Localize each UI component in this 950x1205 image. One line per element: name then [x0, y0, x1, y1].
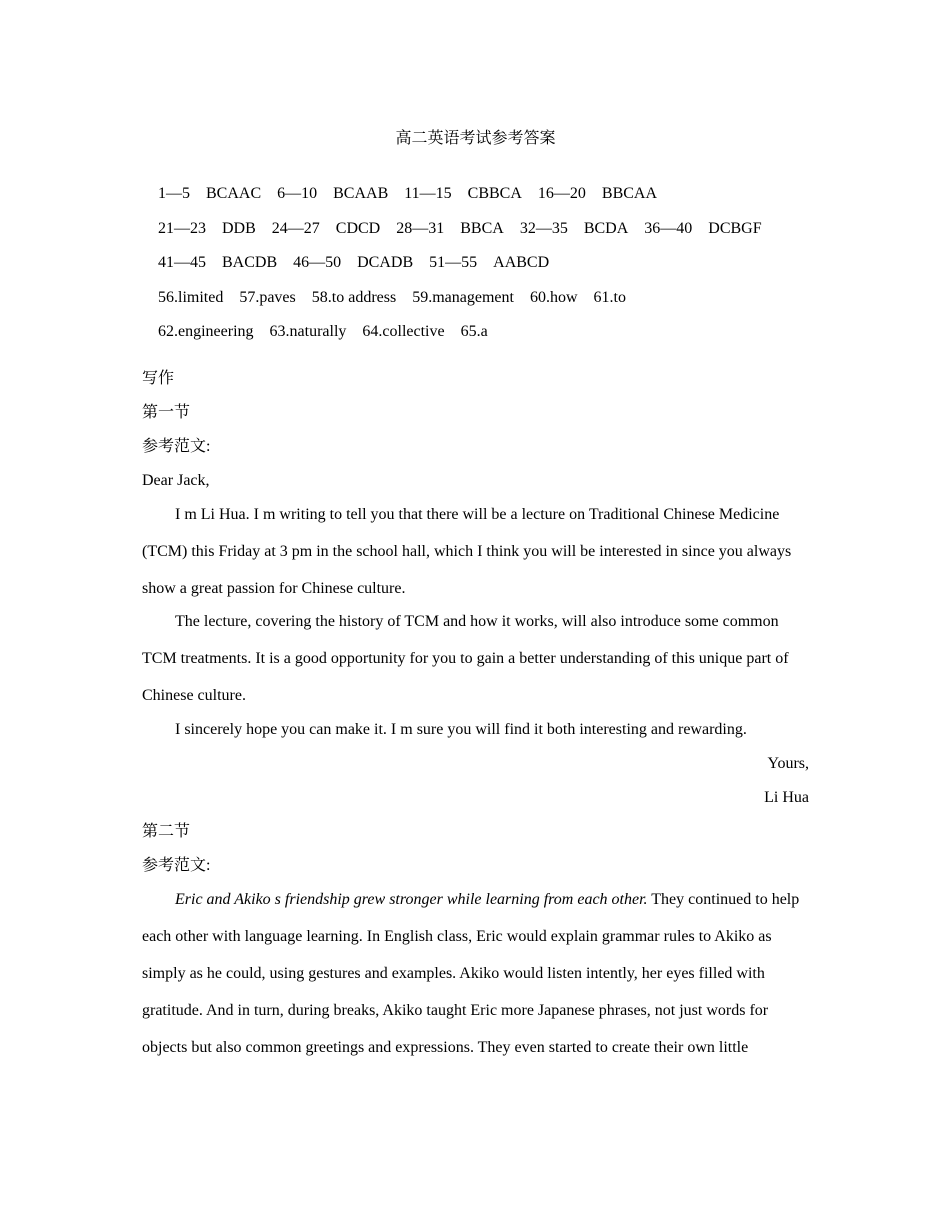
letter-paragraph-3: I sincerely hope you can make it. I m sure you will find it both interesting and rewarding. — [175, 721, 747, 738]
answer-key: 36—40 — [644, 220, 693, 237]
answer-key: AABCD — [493, 254, 550, 271]
answer-key: 61.to — [593, 289, 626, 306]
answer-key: 56.limited — [158, 289, 224, 306]
answer-key: 58.to address — [311, 289, 397, 306]
answer-key: 62.engineering — [158, 323, 254, 340]
answer-key: DCBGF — [708, 220, 762, 237]
section1-heading: 第一节 — [142, 404, 191, 421]
answer-key: 63.naturally — [269, 323, 347, 340]
answer-key: 28—31 — [396, 220, 445, 237]
answer-key: 46—50 — [293, 254, 342, 271]
letter-paragraph-1: I m Li Hua. I m writing to tell you that there will be a lecture on Traditional Chinese Medicine (TCM) this Friday at 3 pm in the school hall, which I think you will be interested in since you always show a great passion for Chinese culture. — [142, 506, 792, 597]
answer-key: 59.management — [412, 289, 514, 306]
answer-key: DCADB — [357, 254, 414, 271]
answer-key: BCAAC — [206, 185, 262, 202]
story-lead-sentence: Eric and Akiko s friendship grew stronger while learning from each other. — [175, 891, 648, 908]
answer-key: 65.a — [460, 323, 488, 340]
answer-key: 57.paves — [239, 289, 296, 306]
answer-key: 24—27 — [271, 220, 320, 237]
answer-key: BBCAA — [601, 185, 658, 202]
answer-key: 60.how — [529, 289, 578, 306]
story-paragraph — [142, 881, 809, 1066]
letter-signature: Li Hua — [764, 789, 809, 806]
answer-key: BACDB — [222, 254, 278, 271]
answer-line-5 — [142, 299, 488, 365]
answer-key: DDB — [222, 220, 256, 237]
answer-key: 11—15 — [404, 185, 452, 202]
answer-key: BCDA — [583, 220, 629, 237]
answer-key: 64.collective — [362, 323, 445, 340]
answer-key: 41—45 — [158, 254, 206, 271]
answer-key: CDCD — [335, 220, 381, 237]
answer-key: 51—55 — [429, 254, 478, 271]
section1-sample-label: 参考范文: — [142, 438, 211, 455]
section2-sample-label: 参考范文: — [142, 857, 211, 874]
document-title: 高二英语考试参考答案 — [395, 130, 556, 147]
answer-key: BBCA — [460, 220, 504, 237]
answer-key: 32—35 — [519, 220, 568, 237]
answer-key: 21—23 — [158, 220, 206, 237]
section2-heading: 第二节 — [142, 823, 191, 840]
letter-paragraph-2: The lecture, covering the history of TCM and how it works, will also introduce some common TCM treatments. It is a good opportunity for you to gain a better understanding of this unique part of Chinese culture. — [142, 613, 789, 704]
answer-key: 6—10 — [277, 185, 318, 202]
writing-heading: 写作 — [142, 370, 175, 387]
answer-key: BCAAB — [333, 185, 389, 202]
answer-key: CBBCA — [467, 185, 522, 202]
letter-greeting: Dear Jack, — [142, 472, 210, 489]
letter-closing: Yours, — [767, 755, 809, 772]
answer-key: 16—20 — [537, 185, 586, 202]
answer-key: 1—5 — [158, 185, 190, 202]
story-body: They continued to help each other with language learning. In English class, Eric would explain grammar rules to Akiko as simply as he could, using gestures and examples. Akiko would listen intently, her eyes filled with gratitude. And in turn, during breaks, Akiko taught Eric more Japanese phrases, not just words for objects but also common greetings and expressions. They even started to create their own little — [142, 891, 800, 1056]
